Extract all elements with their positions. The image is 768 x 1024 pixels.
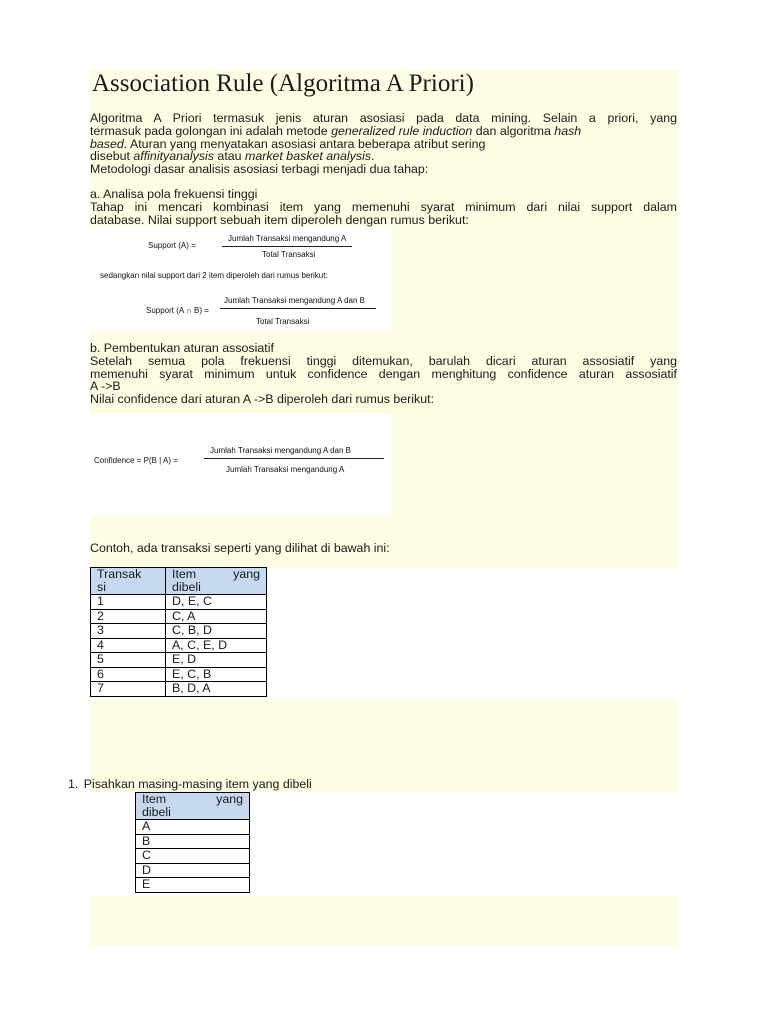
header-text: Item: [142, 792, 167, 806]
support-formula: [90, 227, 392, 331]
support-label: Support (A) =: [148, 241, 196, 250]
table-row: [136, 834, 250, 849]
intro-italic: generalized rule induction: [331, 123, 473, 138]
table-row: [136, 820, 250, 835]
intro-text: termasuk pada golongan ini adalah metode: [90, 123, 332, 138]
page-title: Association Rule (Algoritma A Priori): [92, 70, 474, 97]
intro-text: disebut: [90, 149, 134, 164]
cell-id: 4: [91, 638, 166, 653]
header-item-dibeli: [166, 568, 267, 595]
cell-id: 2: [91, 609, 166, 624]
section-a-heading: a. Analisa pola frekuensi tinggi: [90, 187, 258, 201]
cell-id: 6: [91, 667, 166, 682]
cell-item: D: [136, 863, 250, 878]
intro-text: dan algoritma: [472, 123, 555, 138]
header-text: dibeli: [172, 580, 201, 594]
table-row: [91, 609, 267, 624]
intro-paragraph: [90, 112, 677, 176]
section-b: [90, 342, 677, 406]
intro-text: atau: [213, 149, 245, 164]
cell-items: A, C, E, D: [166, 638, 267, 653]
intro-line-1: Algoritma A Priori termasuk jenis aturan asosiasi pada data mining. Selain a priori, yang: [90, 111, 677, 125]
fraction-bar: [222, 246, 352, 247]
fraction-bar: [204, 458, 384, 459]
section-a-line-2: database. Nilai support sebuah item diperoleh dengan rumus berikut:: [90, 212, 469, 227]
transactions-table: [90, 567, 267, 697]
cell-items: C, A: [166, 609, 267, 624]
table-row: [91, 667, 267, 682]
section-b-line-1: Setelah semua pola frekuensi tinggi ditemukan, barulah dicari aturan assosiatif yang: [90, 353, 677, 368]
header-text: dibeli: [142, 805, 171, 819]
cell-item: C: [136, 849, 250, 864]
support-2-denominator: Total Transaksi: [256, 317, 310, 326]
section-a-line-1: Tahap ini mencari kombinasi item yang memenuhi syarat minimum dari nilai support dalam: [90, 199, 677, 214]
cell-items: B, D, A: [166, 682, 267, 697]
header-text: Transak: [97, 567, 142, 581]
confidence-denominator: Jumlah Transaksi mengandung A: [226, 465, 345, 474]
cell-items: D, E, C: [166, 595, 267, 610]
table-row: [91, 638, 267, 653]
step-text: Pisahkan masing-masing item yang dibeli: [83, 777, 312, 791]
items-table: [135, 792, 250, 893]
header-text: yang: [233, 567, 260, 581]
table-header-row: [91, 568, 267, 595]
cell-id: 3: [91, 624, 166, 639]
intro-italic: hash: [554, 123, 582, 138]
header-text: si: [97, 580, 106, 594]
step-1: [68, 777, 312, 791]
support-2-numerator: Jumlah Transaksi mengandung A dan B: [224, 296, 365, 305]
intro-italic: based: [90, 136, 124, 151]
cell-items: C, B, D: [166, 624, 267, 639]
cell-item: A: [136, 820, 250, 835]
section-b-heading: b. Pembentukan aturan assosiatif: [90, 341, 274, 355]
cell-items: E, C, B: [166, 667, 267, 682]
table-header-row: [136, 793, 250, 820]
table-row: [91, 595, 267, 610]
step-number: 1.: [68, 777, 79, 791]
section-b-line-3: A ->B: [90, 379, 121, 394]
support-note: sedangkan nilai support dari 2 item diperoleh dari rumus berikut:: [100, 271, 328, 280]
table-row: [136, 849, 250, 864]
support-2-label: Support (A ∩ B) =: [146, 306, 209, 315]
example-text: [90, 542, 677, 555]
cell-item: B: [136, 834, 250, 849]
cell-id: 7: [91, 682, 166, 697]
support-numerator: Jumlah Transaksi mengandung A: [228, 234, 347, 243]
cell-id: 5: [91, 653, 166, 668]
header-text: yang: [216, 792, 243, 806]
confidence-label: Confidence = P(B | A) =: [94, 456, 178, 465]
header-item-dibeli: [136, 793, 250, 820]
confidence-numerator: Jumlah Transaksi mengandung A dan B: [210, 446, 351, 455]
section-b-line-2: memenuhi syarat minimum untuk confidence dengan menghitung confidence aturan assosiatif: [90, 366, 677, 381]
table-row: [91, 682, 267, 697]
intro-text: . Aturan yang menyatakan asosiasi antara beberapa atribut sering: [123, 136, 486, 151]
highlight-block-4: [90, 896, 678, 946]
cell-items: E, D: [166, 653, 267, 668]
example-line: Contoh, ada transaksi seperti yang dilihat di bawah ini:: [90, 541, 390, 555]
intro-italic: market basket analysis: [245, 149, 372, 164]
cell-id: 1: [91, 595, 166, 610]
intro-line-5: Metodologi dasar analisis asosiasi terbagi menjadi dua tahap:: [90, 162, 429, 177]
cell-item: E: [136, 878, 250, 893]
confidence-formula: [90, 414, 392, 516]
table-row: [91, 653, 267, 668]
table-row: [91, 624, 267, 639]
intro-text: .: [371, 149, 375, 164]
header-transaksi: [91, 568, 166, 595]
section-a: [90, 188, 677, 226]
fraction-bar: [220, 308, 376, 309]
intro-italic: affinityanalysis: [133, 149, 214, 164]
section-b-line-4: Nilai confidence dari aturan A ->B diperoleh dari rumus berikut:: [90, 392, 435, 407]
table-row: [136, 863, 250, 878]
header-text: Item: [172, 567, 197, 581]
support-denominator: Total Transaksi: [262, 250, 316, 259]
table-row: [136, 878, 250, 893]
